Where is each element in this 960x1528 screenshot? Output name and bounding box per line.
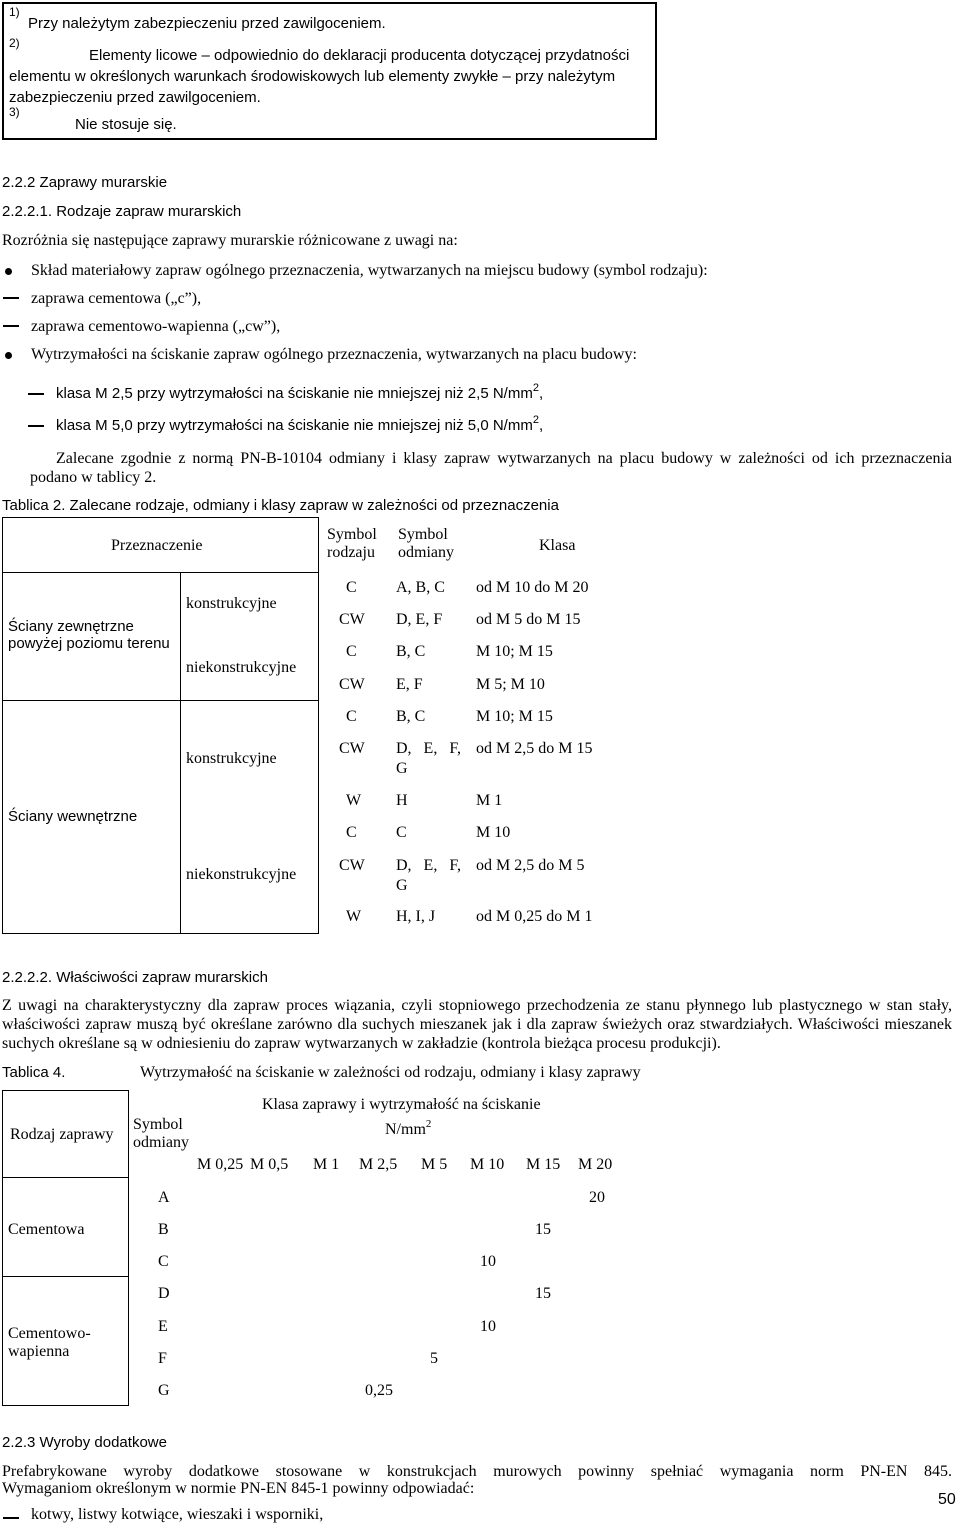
table4-symbol: B [158, 1221, 169, 1238]
table4-class-m15: M 15 [526, 1156, 561, 1173]
dash-cement-lime: zaprawa cementowo-wapienna („cw”), [31, 318, 281, 335]
table2-variant: D, E, F, [396, 740, 461, 757]
bullet-composition: Skład materiałowy zapraw ogólnego przeznaczenia, wytwarzanych na miejscu budowy (symbol rodzaju): [31, 262, 708, 279]
table2-type: CW [339, 611, 365, 628]
table2-rule [180, 572, 181, 934]
table2-caption: Tablica 2. Zalecane rodzaje, odmiany i klasy zapraw w zależności od przeznaczenia [2, 497, 559, 514]
table4-rule [2, 1090, 3, 1406]
dash-icon [3, 297, 19, 299]
table4-caption: Wytrzymałość na ściskanie w zależności od rodzaju, odmiany i klasy zaprawy [140, 1064, 641, 1081]
table4-symbol: F [158, 1350, 167, 1367]
table2-variant-cont: G [396, 877, 408, 894]
table2-structural: konstrukcyjne [186, 750, 277, 767]
table4-rule [128, 1090, 129, 1406]
footnote-3-text: Nie stosuje się. [75, 116, 177, 133]
table2-rule [2, 517, 318, 518]
table2-variant: A, B, C [396, 579, 445, 596]
dash-anchors: kotwy, listwy kotwiące, wieszaki i wsporniki, [31, 1506, 324, 1523]
dash-class-m25: klasa M 2,5 przy wytrzymałości na ściskanie nie mniejszej niż 2,5 $N/mm^2$, [56, 382, 544, 402]
table4-value: 0,25 [365, 1382, 393, 1399]
table4-symbol: C [158, 1253, 169, 1270]
dash-icon [3, 1517, 19, 1519]
table2-non-structural: niekonstrukcyjne [186, 866, 297, 883]
table4-header-class-strength: Klasa zaprawy i wytrzymałość na ściskanie [262, 1096, 541, 1113]
table2-class: od M 0,25 do M 1 [476, 908, 593, 925]
table2-class: M 10; M 15 [476, 708, 553, 725]
table4-class-m10: M 10 [470, 1156, 505, 1173]
table2-type: CW [339, 676, 365, 693]
footnote-1-text: Przy należytym zabezpieczeniu przed zawilgoceniem. [28, 15, 386, 32]
table4-value: 20 [589, 1189, 605, 1206]
table4-class-m05: M 0,5 [250, 1156, 289, 1173]
table4-class-m1: M 1 [313, 1156, 340, 1173]
table4-class-m025: M 0,25 [197, 1156, 244, 1173]
table2-class: M 5; M 10 [476, 676, 545, 693]
dash-icon [28, 393, 44, 395]
table2-rule [2, 572, 318, 573]
table4-rule [2, 1405, 128, 1406]
table4-value: 5 [430, 1350, 438, 1367]
table2-rule [2, 700, 318, 701]
footnote-2-line-1: Elementy licowe – odpowiednio do deklaracji producenta dotyczącej przydatności [89, 47, 630, 64]
table2-class: od M 10 do M 20 [476, 579, 589, 596]
table2-type: C [346, 579, 357, 596]
page-number: 50 [938, 1491, 956, 1508]
table4-class-m5: M 5 [421, 1156, 448, 1173]
subsection-heading-2-2-2-1: 2.2.2.1. Rodzaje zapraw murarskich [2, 203, 242, 220]
table2-variant: B, C [396, 708, 426, 725]
table2-type: C [346, 708, 357, 725]
table4-symbol: E [158, 1318, 168, 1335]
table2-variant: C [396, 824, 407, 841]
table2-class: M 10 [476, 824, 511, 841]
dash-cement: zaprawa cementowa („c”), [31, 290, 202, 307]
table4-symbol: A [158, 1189, 170, 1206]
table2-structural: konstrukcyjne [186, 595, 277, 612]
footnote-3-number: 3) [9, 105, 20, 119]
table4-symbol: D [158, 1285, 170, 1302]
table2-type: W [346, 792, 362, 809]
table2-rule [318, 517, 319, 934]
footnote-1-number: 1) [9, 5, 20, 19]
table4-value: 10 [480, 1253, 496, 1270]
table2-header-variant-symbol: Symbol odmiany [398, 526, 454, 562]
table2-group-external-walls: Ściany zewnętrzne powyżej poziomu terenu [8, 618, 170, 653]
table2-rule [2, 933, 318, 934]
footnote-2-line-3: zabezpieczeniu przed zawilgoceniem. [9, 89, 261, 106]
dash-class-m50: klasa M 5,0 przy wytrzymałości na ściskanie nie mniejszej niż 5,0 $N/mm^2$, [56, 414, 544, 434]
table4-rule [2, 1276, 128, 1277]
table2-group-internal-walls: Ściany wewnętrzne [8, 808, 138, 825]
table2-type: W [346, 908, 362, 925]
section-heading-2-2-2: 2.2.2 Zaprawy murarskie [2, 174, 168, 191]
table2-header-purpose: Przeznaczenie [111, 537, 203, 554]
table4-header-symbol: Symbol odmiany [133, 1116, 189, 1152]
bullet-icon [5, 352, 12, 359]
dash-icon [3, 325, 19, 327]
accessories-line-1: Prefabrykowane wyroby dodatkowe stosowane w konstrukcjach murowych powinny spełniać wymagania norm PN-EN 845. [2, 1463, 952, 1480]
table2-variant: E, F [396, 676, 423, 693]
table2-variant: H, I, J [396, 908, 436, 925]
table4-value: 10 [480, 1318, 496, 1335]
table4-class-m20: M 20 [578, 1156, 613, 1173]
table2-type: C [346, 643, 357, 660]
table2-variant-cont: G [396, 760, 408, 777]
table2-type: CW [339, 857, 365, 874]
footnote-2-number: 2) [9, 36, 20, 50]
table4-rule [2, 1177, 128, 1178]
subsection-heading-2-2-2-2: 2.2.2.2. Właściwości zapraw murarskich [2, 969, 268, 986]
table2-non-structural: niekonstrukcyjne [186, 659, 297, 676]
table4-rule [2, 1090, 128, 1091]
table2-type: C [346, 824, 357, 841]
table2-rule [2, 517, 3, 934]
table4-header-unit: $N/mm^2$ [385, 1118, 432, 1138]
table2-header-type-symbol: Symbol rodzaju [327, 526, 377, 562]
table4-value: 15 [535, 1221, 551, 1238]
accessories-line-2: Wymaganiom określonym w normie PN-EN 845-1 powinny odpowiadać: [2, 1480, 475, 1497]
table2-type: CW [339, 740, 365, 757]
table4-label: Tablica 4. [2, 1064, 66, 1081]
bullet-strength: Wytrzymałości na ściskanie zapraw ogólnego przeznaczenia, wytwarzanych na placu budowy: [31, 346, 637, 363]
table2-reference-paragraph: Zalecane zgodnie z normą PN-B-10104 odmiany i klasy zapraw wytwarzanych na placu budowy w zależności od ich przeznaczenia podano w tablicy 2. [30, 450, 952, 487]
table2-class: od M 2,5 do M 5 [476, 857, 585, 874]
table4-group-cement-lime: Cementowo- wapienna [8, 1325, 91, 1361]
table4-symbol: G [158, 1382, 170, 1399]
table2-variant: B, C [396, 643, 426, 660]
table4-header-type: Rodzaj zaprawy [10, 1126, 114, 1143]
footnote-2-line-2: elementu w określonych warunkach środowiskowych lub elementy zwykłe – przy należytym [9, 68, 616, 85]
table4-class-m25: M 2,5 [359, 1156, 398, 1173]
table2-class: od M 2,5 do M 15 [476, 740, 593, 757]
intro-text: Rozróżnia się następujące zaprawy murarskie różnicowane z uwagi na: [2, 232, 458, 249]
properties-paragraph: Z uwagi na charakterystyczny dla zapraw proces wiązania, czyli stopniowego przechodzenia ze stanu płynnego lub plastycznego w stan stały, właściwości zapraw muszą być określane zarówno dla suchych mieszanek jak i dla zapraw świeżych oraz stwardziałych. Właściwości mieszanek suchych określane są w odniesieniu do zapraw wytwarzanych w zakładzie (kontrola bieżąca procesu produkcji). [2, 997, 952, 1053]
table4-group-cement: Cementowa [8, 1221, 85, 1238]
section-heading-2-2-3: 2.2.3 Wyroby dodatkowe [2, 1434, 167, 1451]
table2-class: M 1 [476, 792, 503, 809]
table2-variant: H [396, 792, 408, 809]
dash-icon [28, 425, 44, 427]
table2-class: od M 5 do M 15 [476, 611, 581, 628]
table2-variant: D, E, F [396, 611, 443, 628]
table2-class: M 10; M 15 [476, 643, 553, 660]
table2-header-class: Klasa [539, 537, 576, 554]
bullet-icon [5, 268, 12, 275]
table4-value: 15 [535, 1285, 551, 1302]
table2-variant: D, E, F, [396, 857, 461, 874]
